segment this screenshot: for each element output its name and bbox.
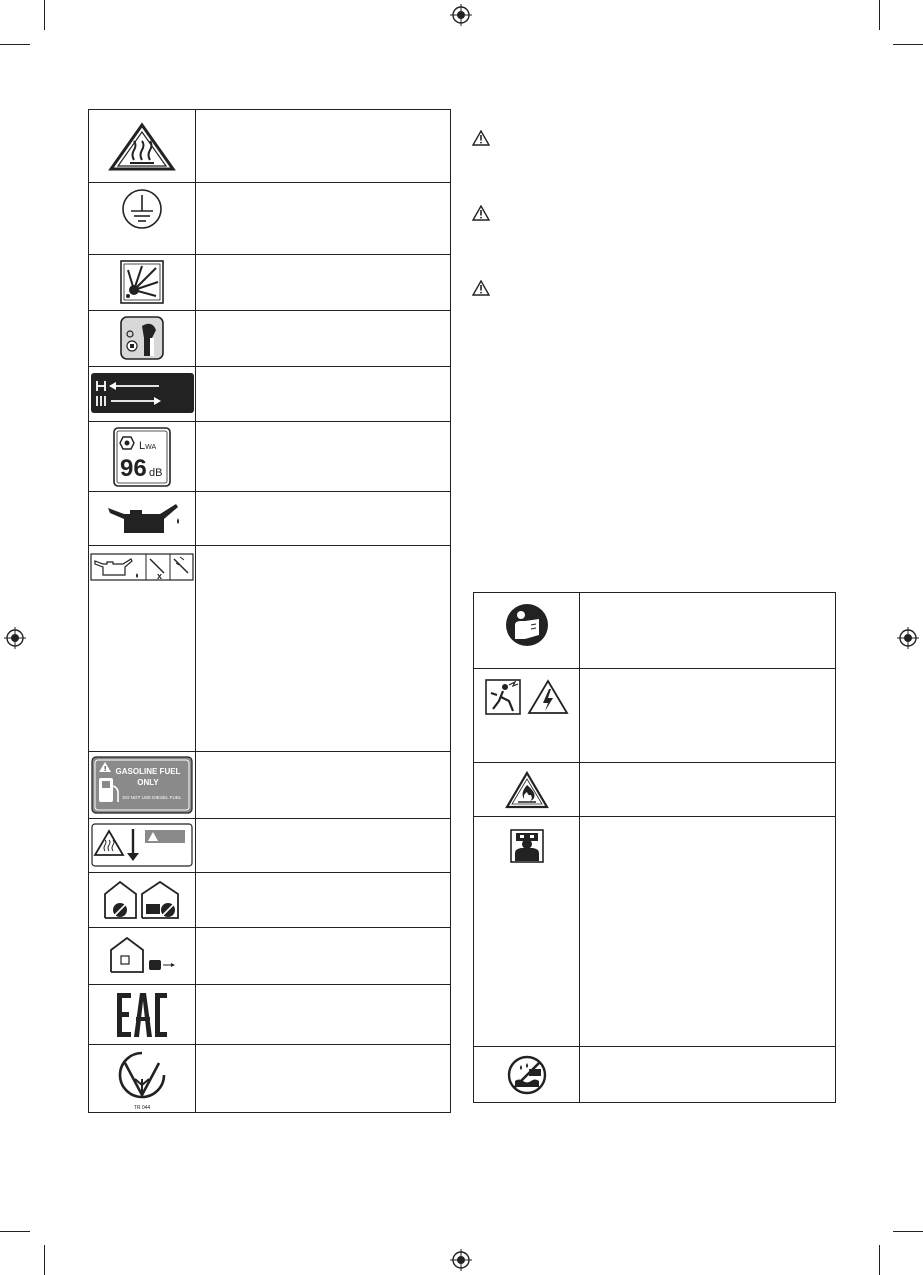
warning-triangle-icon bbox=[472, 205, 490, 221]
svg-text:!: ! bbox=[104, 766, 107, 773]
description-cell bbox=[196, 255, 451, 311]
protective-gear-icon bbox=[510, 829, 544, 863]
fire-hazard-icon bbox=[505, 771, 549, 809]
description-cell bbox=[196, 311, 451, 367]
fuel-label-line1: GASOLINE FUEL bbox=[115, 767, 181, 776]
description-cell bbox=[196, 367, 451, 422]
noise-value-text: 96 bbox=[120, 455, 147, 482]
no-wet-use-icon bbox=[507, 1055, 547, 1095]
left-symbol-table bbox=[88, 109, 451, 1113]
symbol-cell bbox=[474, 593, 580, 669]
description-cell bbox=[196, 873, 451, 928]
gasoline-fuel-only-label bbox=[91, 756, 193, 814]
description-cell bbox=[580, 817, 836, 1047]
oil-can-icon bbox=[104, 500, 180, 536]
description-cell bbox=[196, 928, 451, 985]
symbol-cell bbox=[89, 1045, 196, 1113]
symbol-cell bbox=[474, 1047, 580, 1103]
crop-mark bbox=[0, 44, 30, 45]
electric-shock-icon bbox=[485, 679, 569, 715]
symbol-cell bbox=[89, 873, 196, 928]
description-cell bbox=[196, 1045, 451, 1113]
ua-code-text: TR 044 bbox=[133, 1105, 151, 1111]
fuel-label-line3: DO NOT USE DIESEL FUEL bbox=[122, 795, 182, 800]
symbol-cell bbox=[89, 546, 196, 752]
noise-unit-text: dB bbox=[149, 467, 163, 479]
description-cell bbox=[580, 669, 836, 763]
symbol-cell bbox=[474, 763, 580, 817]
symbol-cell bbox=[89, 183, 196, 255]
svg-text:x: x bbox=[157, 571, 163, 581]
symbol-cell bbox=[474, 817, 580, 1047]
description-cell bbox=[196, 546, 451, 752]
hot-surface-warning-icon bbox=[107, 122, 177, 172]
description-cell bbox=[580, 763, 836, 817]
protective-earth-icon bbox=[120, 187, 164, 231]
warning-triangle-icon bbox=[472, 130, 490, 146]
distance-arrows-icon bbox=[91, 373, 194, 413]
crop-mark bbox=[44, 0, 45, 30]
hot-exhaust-warning-icon bbox=[91, 823, 193, 867]
eac-mark-icon bbox=[115, 991, 169, 1039]
crop-mark bbox=[879, 1245, 880, 1275]
outdoor-use-icon bbox=[107, 936, 177, 976]
oil-check-icons bbox=[90, 553, 194, 581]
read-manual-icon bbox=[505, 603, 549, 647]
crop-mark bbox=[0, 1231, 30, 1232]
symbol-cell bbox=[89, 985, 196, 1045]
choke-lever-icon bbox=[120, 316, 164, 360]
crop-mark bbox=[44, 1245, 45, 1275]
sound-power-level-icon bbox=[113, 427, 171, 487]
description-cell bbox=[196, 752, 451, 819]
crop-mark bbox=[893, 1231, 923, 1232]
crop-mark bbox=[879, 0, 880, 30]
explosion-hazard-icon bbox=[120, 260, 164, 304]
right-symbol-table bbox=[473, 592, 836, 1103]
symbol-cell bbox=[89, 422, 196, 492]
symbol-cell bbox=[89, 367, 196, 422]
description-cell bbox=[196, 492, 451, 546]
warning-triangle-icon bbox=[472, 280, 490, 296]
registration-mark-icon bbox=[450, 1249, 472, 1271]
symbol-cell bbox=[89, 492, 196, 546]
symbol-cell bbox=[89, 311, 196, 367]
ukrainian-conformity-mark-icon bbox=[115, 1049, 169, 1111]
registration-mark-icon bbox=[4, 627, 26, 649]
no-indoor-use-icon bbox=[102, 878, 182, 922]
description-cell bbox=[196, 422, 451, 492]
description-cell bbox=[580, 593, 836, 669]
description-cell bbox=[580, 1047, 836, 1103]
symbol-cell bbox=[89, 928, 196, 985]
symbol-cell bbox=[89, 110, 196, 183]
noise-symbol-text: LWA bbox=[139, 440, 157, 452]
registration-mark-icon bbox=[450, 4, 472, 26]
symbol-cell bbox=[89, 819, 196, 873]
crop-mark bbox=[893, 44, 923, 45]
description-cell bbox=[196, 110, 451, 183]
symbol-cell bbox=[474, 669, 580, 763]
symbol-cell bbox=[89, 255, 196, 311]
registration-mark-icon bbox=[897, 627, 919, 649]
description-cell bbox=[196, 819, 451, 873]
symbol-cell bbox=[89, 752, 196, 819]
description-cell bbox=[196, 183, 451, 255]
fuel-label-line2: ONLY bbox=[137, 778, 159, 787]
description-cell bbox=[196, 985, 451, 1045]
